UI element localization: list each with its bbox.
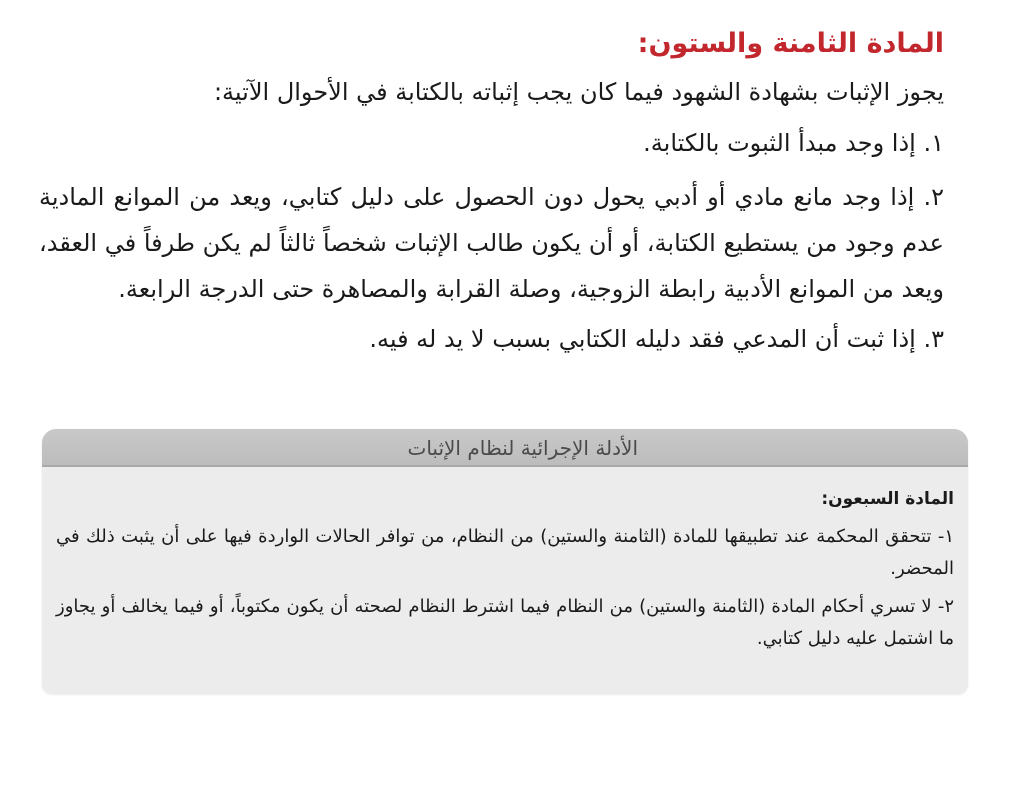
regulations-article-title: المادة السبعون: <box>821 489 954 509</box>
article-section <box>39 22 944 362</box>
procedural-regulations-box <box>42 429 968 694</box>
item-text: إذا ثبت أن المدعي فقد دليله الكتابي بسبب لا يد له فيه. <box>369 325 916 353</box>
article-item-1 <box>39 118 944 168</box>
regulations-header-title: الأدلة الإجرائية لنظام الإثبات <box>407 436 638 460</box>
article-title: المادة الثامنة والستون: <box>637 28 944 59</box>
item-text: إذا وجد مبدأ الثبوت بالكتابة. <box>643 129 916 157</box>
regulations-item-1: ١- تتحقق المحكمة عند تطبيقها للمادة (الثامنة والستين) من النظام، من توافر الحالات الواردة فيها على أن يثبت ذلك في المحضر. <box>56 526 954 579</box>
regulations-header-bar <box>42 429 968 467</box>
item-text: إذا وجد مانع مادي أو أدبي يحول دون الحصول على دليل كتابي، ويعد من الموانع المادية عدم وجود من يستطيع الكتابة، أو أن يكون طالب الإثبات شخصاً ثالثاً لم يكن طرفاً في العقد، ويعد من الموانع الأدبية رابطة الزوجية، وصلة القرابة والمصاهرة حتى الدرجة الرابعة. <box>39 183 944 303</box>
article-item-3 <box>39 316 944 362</box>
item-number: ٣. <box>923 325 944 353</box>
item-number: ٢. <box>923 183 944 211</box>
regulations-item-2: ٢- لا تسري أحكام المادة (الثامنة والستين) من النظام فيما اشترط النظام لصحته أن يكون مكتوباً، أو فيما يخالف أو يجاوز ما اشتمل عليه دليل كتابي. <box>56 596 954 649</box>
regulations-body <box>42 467 968 655</box>
article-intro: يجوز الإثبات بشهادة الشهود فيما كان يجب إثباته بالكتابة في الأحوال الآتية: <box>213 78 944 106</box>
article-item-2 <box>39 174 944 312</box>
item-number: ١. <box>923 129 944 157</box>
